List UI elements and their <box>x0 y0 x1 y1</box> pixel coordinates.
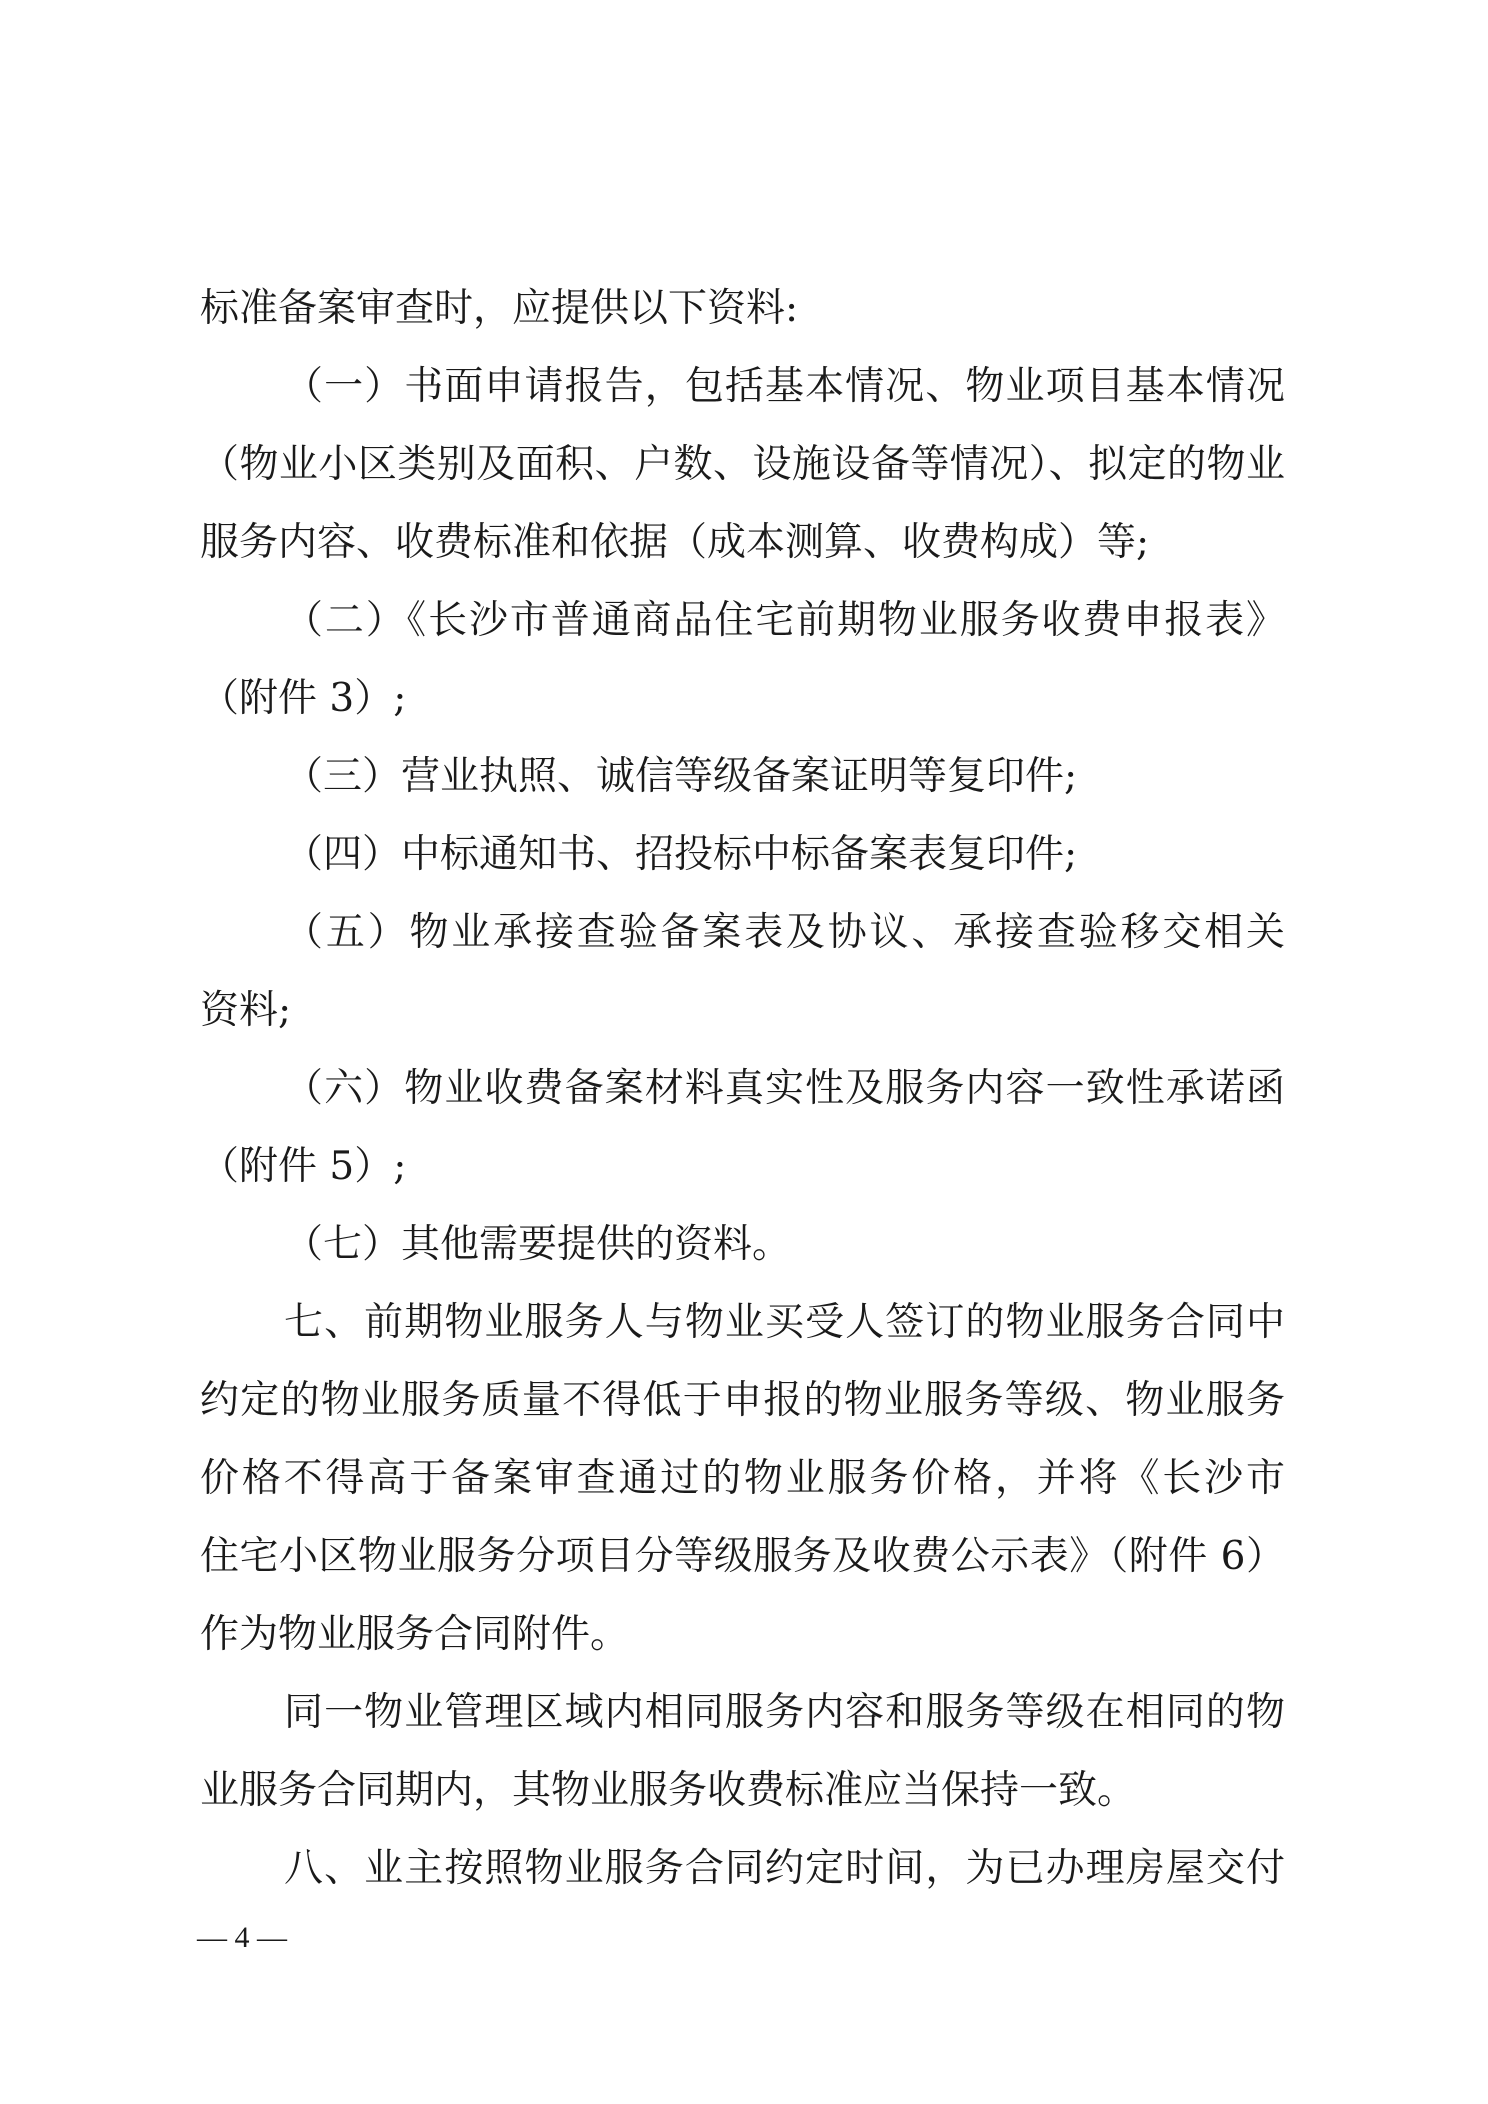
text-line: （四）中标通知书、招投标中标备案表复印件; <box>284 832 1078 877</box>
page-number: — 4 — <box>197 1921 287 1954</box>
text-line: 价格不得高于备案审查通过的物业服务价格，并将《长沙市 <box>200 1456 1285 1501</box>
text-line: 标准备案审查时，应提供以下资料: <box>200 286 799 331</box>
text-line: 约定的物业服务质量不得低于申报的物业服务等级、物业服务 <box>200 1378 1285 1423</box>
text-line: （附件 5）; <box>200 1144 407 1189</box>
text-line: 七、前期物业服务人与物业买受人签订的物业服务合同中 <box>284 1300 1285 1345</box>
text-line: 作为物业服务合同附件。 <box>200 1612 630 1657</box>
text-line: 同一物业管理区域内相同服务内容和服务等级在相同的物 <box>284 1690 1285 1735</box>
text-line: （一）书面申请报告，包括基本情况、物业项目基本情况 <box>284 364 1285 409</box>
text-line: 业服务合同期内，其物业服务收费标准应当保持一致。 <box>200 1768 1137 1813</box>
text-line: 服务内容、收费标准和依据（成本测算、收费构成）等; <box>200 520 1150 565</box>
text-line: （物业小区类别及面积、户数、设施设备等情况）、拟定的物业 <box>200 442 1285 487</box>
text-line: （二）《长沙市普通商品住宅前期物业服务收费申报表》 <box>284 598 1285 643</box>
text-line: 资料; <box>200 988 292 1033</box>
text-line: （五）物业承接查验备案表及协议、承接查验移交相关 <box>284 910 1285 955</box>
text-line: （三）营业执照、诚信等级备案证明等复印件; <box>284 754 1078 799</box>
text-line: 住宅小区物业服务分项目分等级服务及收费公示表》（附件 6） <box>200 1534 1285 1579</box>
text-line: 八、业主按照物业服务合同约定时间，为已办理房屋交付 <box>284 1846 1285 1891</box>
text-line: （附件 3）; <box>200 676 407 721</box>
text-line: （六）物业收费备案材料真实性及服务内容一致性承诺函 <box>284 1066 1285 1111</box>
text-line: （七）其他需要提供的资料。 <box>284 1222 792 1267</box>
